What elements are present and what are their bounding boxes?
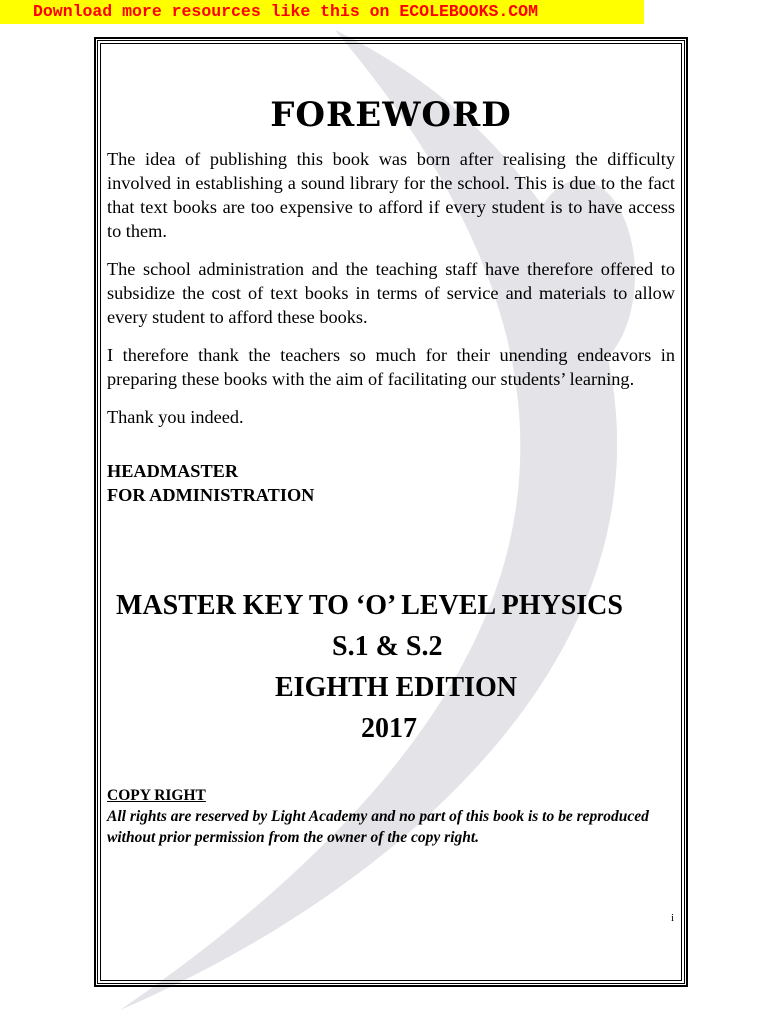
book-edition: EIGHTH EDITION: [275, 672, 517, 703]
copyright-block: [107, 785, 675, 848]
book-year: 2017: [361, 713, 417, 744]
foreword-paragraph-1: The idea of publishing this book was born after realising the difficulty involved in establishing a sound library for the school. This is due to the fact that text books are too expensive to afford if every student is to have access to them.: [107, 149, 675, 241]
foreword-paragraph-4: Thank you indeed.: [107, 407, 244, 427]
book-title: MASTER KEY TO ‘O’ LEVEL PHYSICS: [116, 590, 623, 621]
foreword-title: FOREWORD: [270, 95, 512, 135]
book-title-block: [107, 585, 675, 749]
copyright-label: COPY RIGHT: [107, 787, 206, 804]
book-levels: S.1 & S.2: [332, 631, 443, 662]
foreword-paragraph-3: I therefore thank the teachers so much for their unending endeavors in preparing these books with the aim of facilitating our students’ learning.: [107, 345, 675, 389]
page-number: i: [671, 912, 675, 924]
signature-administration: FOR ADMINISTRATION: [107, 485, 315, 505]
foreword-paragraph-2: The school administration and the teaching staff have therefore offered to subsidize the cost of text books in terms of service and materials to allow every student to afford these books.: [107, 259, 675, 327]
signature-block: [107, 459, 675, 507]
signature-headmaster: HEADMASTER: [107, 461, 239, 481]
copyright-text: All rights are reserved by Light Academy and no part of this book is to be reproduced without prior permission from the owner of the copy right.: [107, 808, 649, 846]
download-banner[interactable]: Download more resources like this on ECOLEBOOKS.COM: [0, 0, 644, 24]
page-content: [107, 95, 675, 848]
